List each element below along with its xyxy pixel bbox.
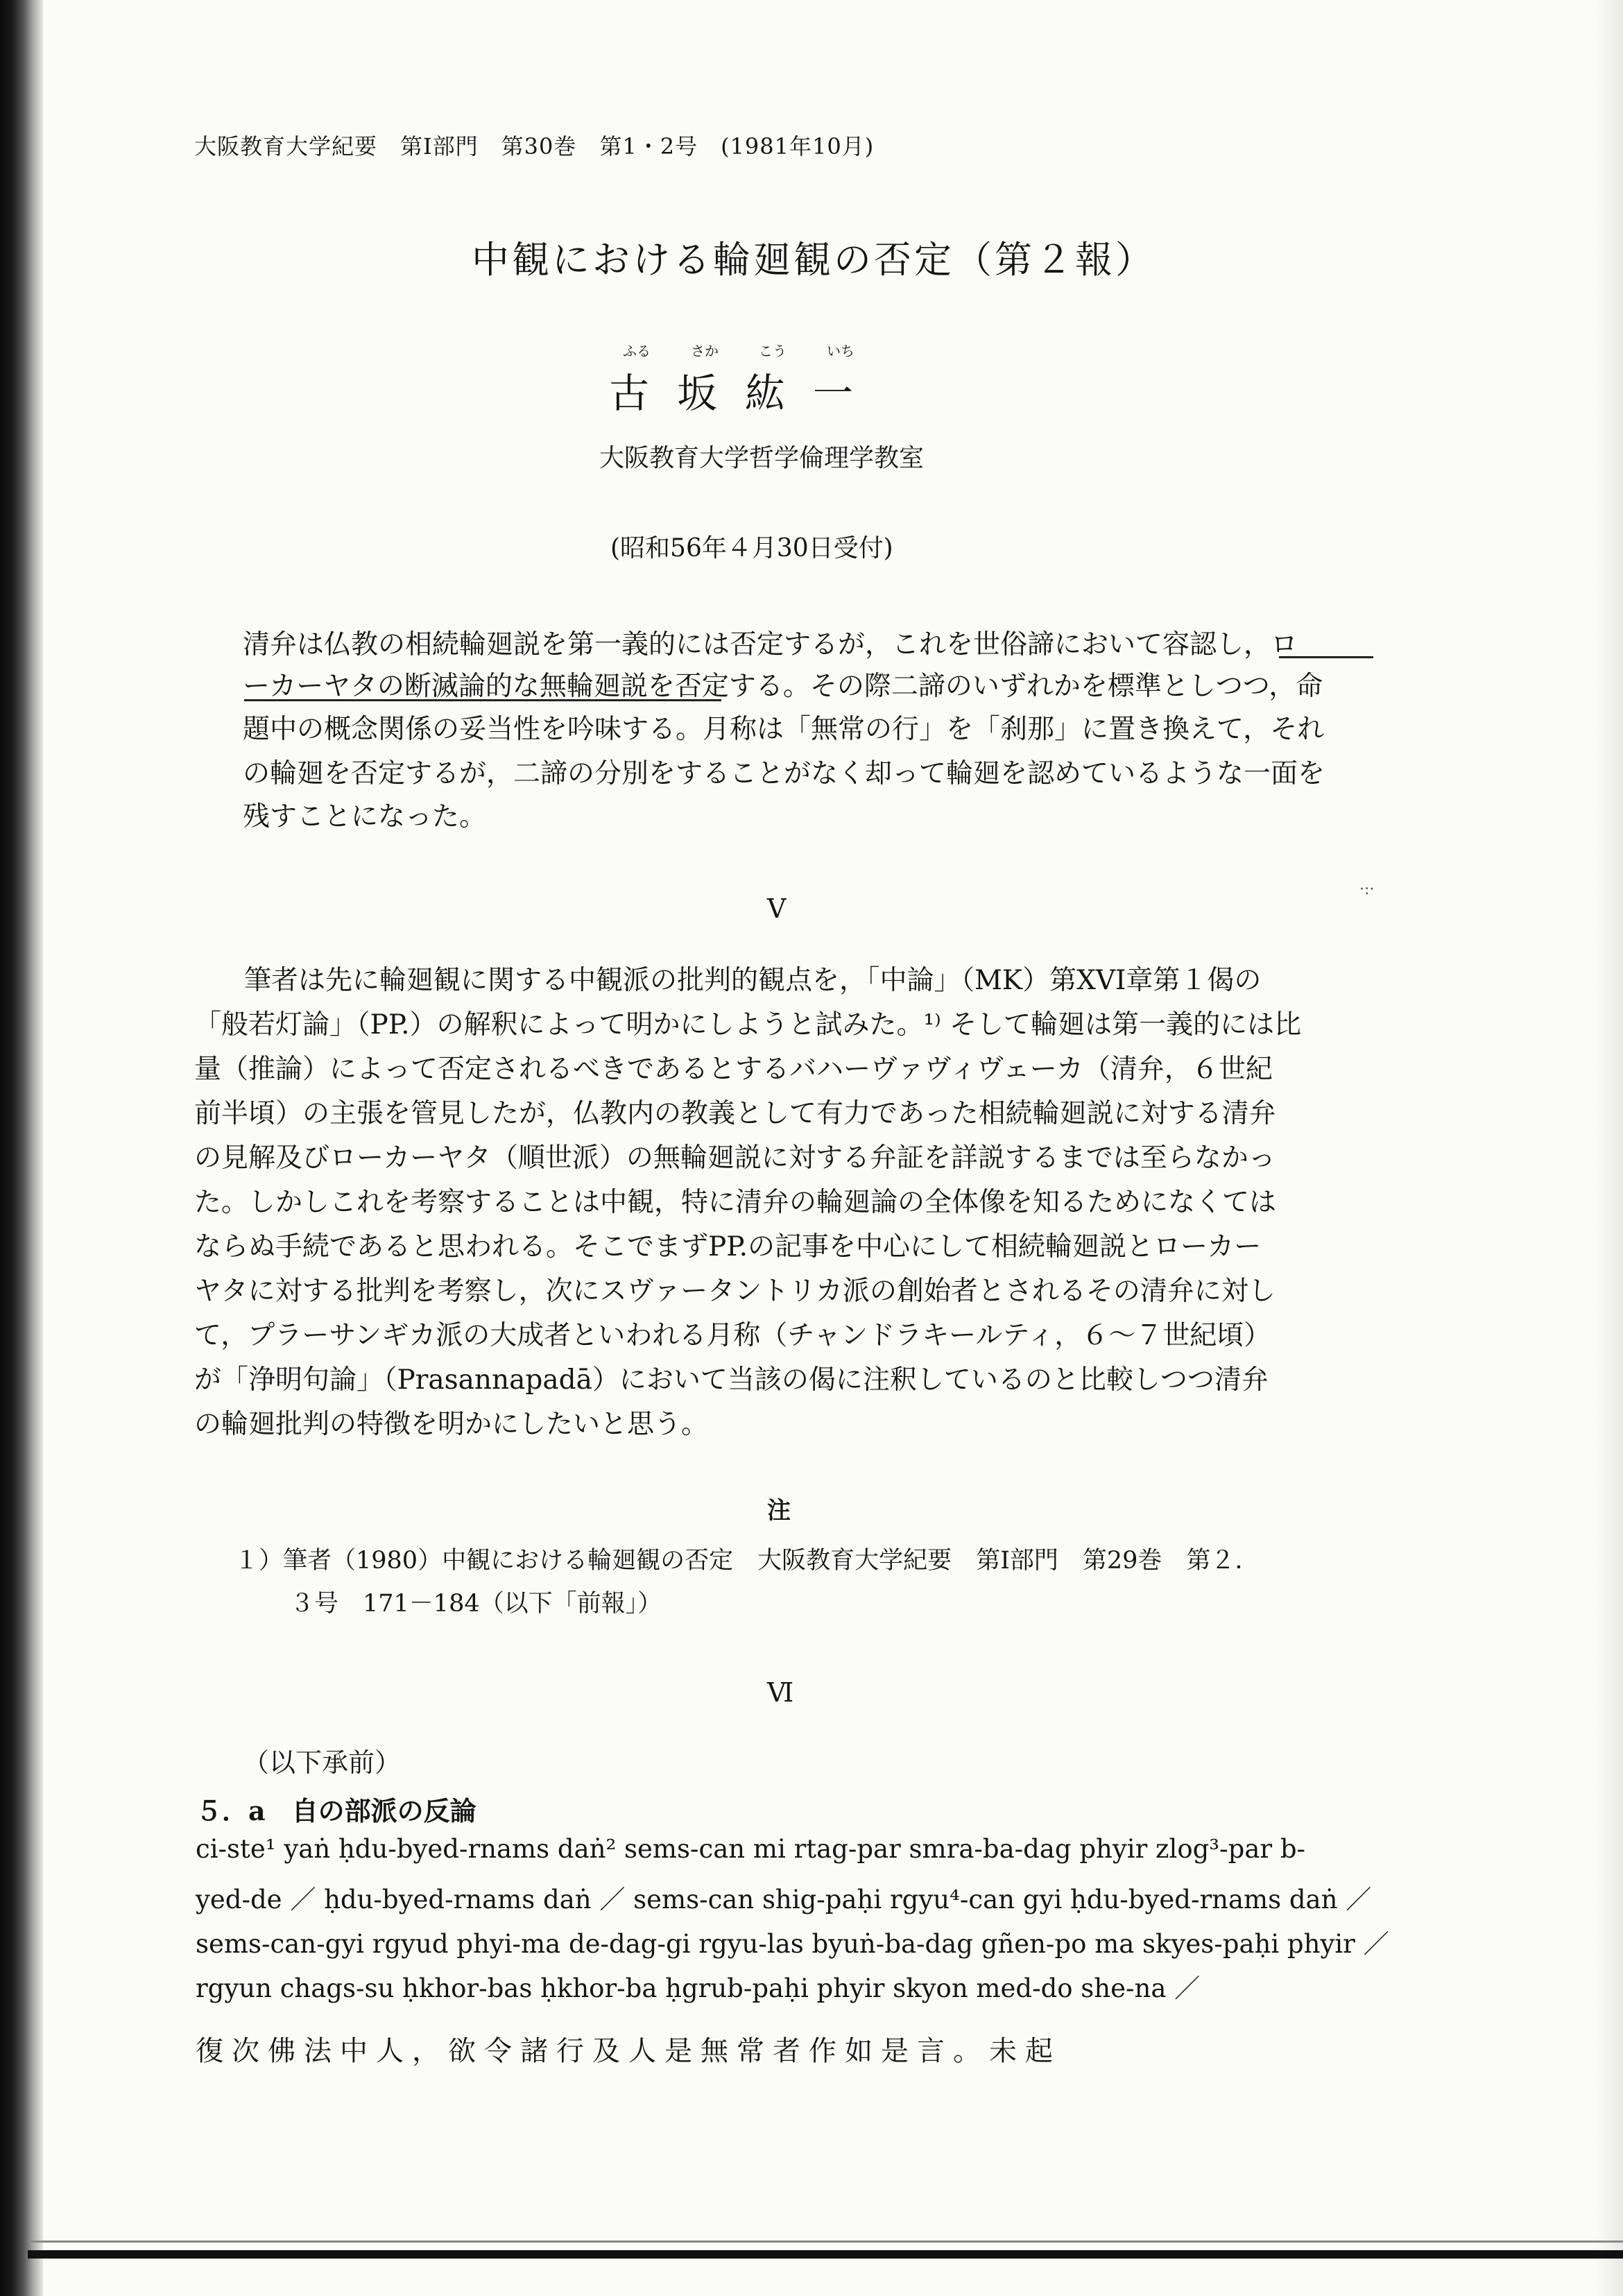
received-date: (昭和56年４月30日受付) [610, 534, 893, 563]
paragraph-line: の見解及びローカーヤタ（順世派）の無輪廻説に対する弁証を詳説するまでは至らなかっ [194, 1142, 1276, 1174]
chinese-text-line: 復次佛法中人，欲令諸行及人是無常者作如是言。未起 [196, 2035, 1061, 2067]
abstract-line: 残すことになった。 [243, 801, 487, 832]
tibetan-line: sems-can-gyi rgyud phyi-ma de-dag-gi rgyu-las byuṅ-ba-dag gñen-po ma skyes-paḥi phyir ／ [196, 1929, 1389, 1959]
section-heading-vi: Ⅵ [767, 1677, 794, 1708]
author-block [609, 343, 900, 417]
paragraph-line: た。しかしこれを考察することは中観，特に清弁の輪廻論の全体像を知るためになくては [194, 1187, 1277, 1218]
paragraph-line: ヤタに対する批判を考察し，次にスヴァータントリカ派の創始者とされるその清弁に対し [194, 1276, 1276, 1307]
author-name: 古坂紘一 [609, 370, 882, 417]
paragraph-line: 筆者は先に輪廻観に関する中観派の批判的観点を，「中論」（MK）第XVI章第１偈の [244, 965, 1262, 996]
handwritten-underline [244, 699, 721, 701]
footnote-line: １）筆者（1980）中観における輪廻観の否定 大阪教育大学紀要 第Ⅰ部門 第29巻 第２． [234, 1547, 1260, 1575]
page-title: 中観における輪廻観の否定（第２報） [472, 238, 1156, 282]
scan-edge-bottom [28, 2250, 1623, 2259]
abstract-line: 題中の概念関係の妥当性を吟味する。月称は「無常の行」を「刹那」に置き換えて，それ [243, 714, 1325, 745]
scan-edge-line [28, 2241, 1623, 2243]
author-ruby: ふる [623, 343, 651, 359]
notes-heading: 注 [767, 1497, 791, 1525]
paragraph-line: ならぬ手続であると思われる。そこでまずPP.の記事を中心にして相続輪廻説とローカー [194, 1231, 1262, 1262]
paragraph-line: 量（推論）によって否定されるべきであるとするバハーヴァヴィヴェーカ（清弁，６世紀 [194, 1054, 1273, 1085]
abstract-line: の輪廻を否定するが，二諦の分別をすることがなく却って輪廻を認めているような一面を [243, 758, 1325, 789]
section-heading-v: V [767, 893, 787, 924]
scan-shadow-left [0, 0, 43, 2296]
affiliation: 大阪教育大学哲学倫理学教室 [599, 444, 925, 472]
paragraph-line: の輪廻批判の特徴を明かにしたいと思う。 [194, 1409, 709, 1440]
author-ruby: さか [691, 343, 719, 359]
journal-header: 大阪教育大学紀要 第Ⅰ部門 第30巻 第1・2号 (1981年10月) [194, 133, 875, 160]
footnote-line: ３号 171－184（以下「前報」） [290, 1590, 662, 1618]
author-ruby: いち [827, 343, 855, 359]
scan-shadow-right [1595, 0, 1623, 2296]
abstract-line: 清弁は仏教の相続輪廻説を第一義的には否定するが，これを世俗諦において容認し，ロ [243, 629, 1298, 660]
paragraph-line: が「浄明句論」（Prasannapadā）において当該の偈に注釈しているのと比較しつつ清弁 [194, 1364, 1269, 1396]
tibetan-line: yed-de ／ ḥdu-byed-rnams daṅ ／ sems-can shig-paḥi rgyu⁴-can gyi ḥdu-byed-rnams daṅ ／ [196, 1885, 1372, 1914]
paragraph-line: 前半頃）の主張を管見したが，仏教内の教義として有力であった相続輪廻説に対する清弁 [194, 1098, 1276, 1129]
tibetan-line: rgyun chags-su ḥkhor-bas ḥkhor-ba ḥgrub-paḥi phyir skyon med-do she-na ／ [196, 1973, 1201, 2003]
author-ruby: こう [759, 343, 787, 359]
abstract-line: ーカーヤタの断滅論的な無輪廻説を否定する。その際二諦のいずれかを標準としつつ，命 [243, 671, 1323, 702]
paragraph-line: て，プラーサンギカ派の大成者といわれる月称（チャンドラキールティ，６～７世紀頃） [194, 1320, 1271, 1351]
continued-note: （以下承前） [243, 1747, 402, 1778]
handwritten-underline [1279, 656, 1373, 658]
paragraph-line: 「般若灯論」（PP.）の解釈によって明かにしようと試みた。¹⁾ そして輪廻は第一義的には比 [194, 1009, 1302, 1040]
tibetan-line: ci-ste¹ yaṅ ḥdu-byed-rnams daṅ² sems-can mi rtag-par smra-ba-dag phyir zlog³-par b- [196, 1834, 1306, 1864]
subsection-heading: ５．a 自の部派の反論 [196, 1795, 476, 1826]
scan-smudge: ·:· [1359, 881, 1375, 898]
